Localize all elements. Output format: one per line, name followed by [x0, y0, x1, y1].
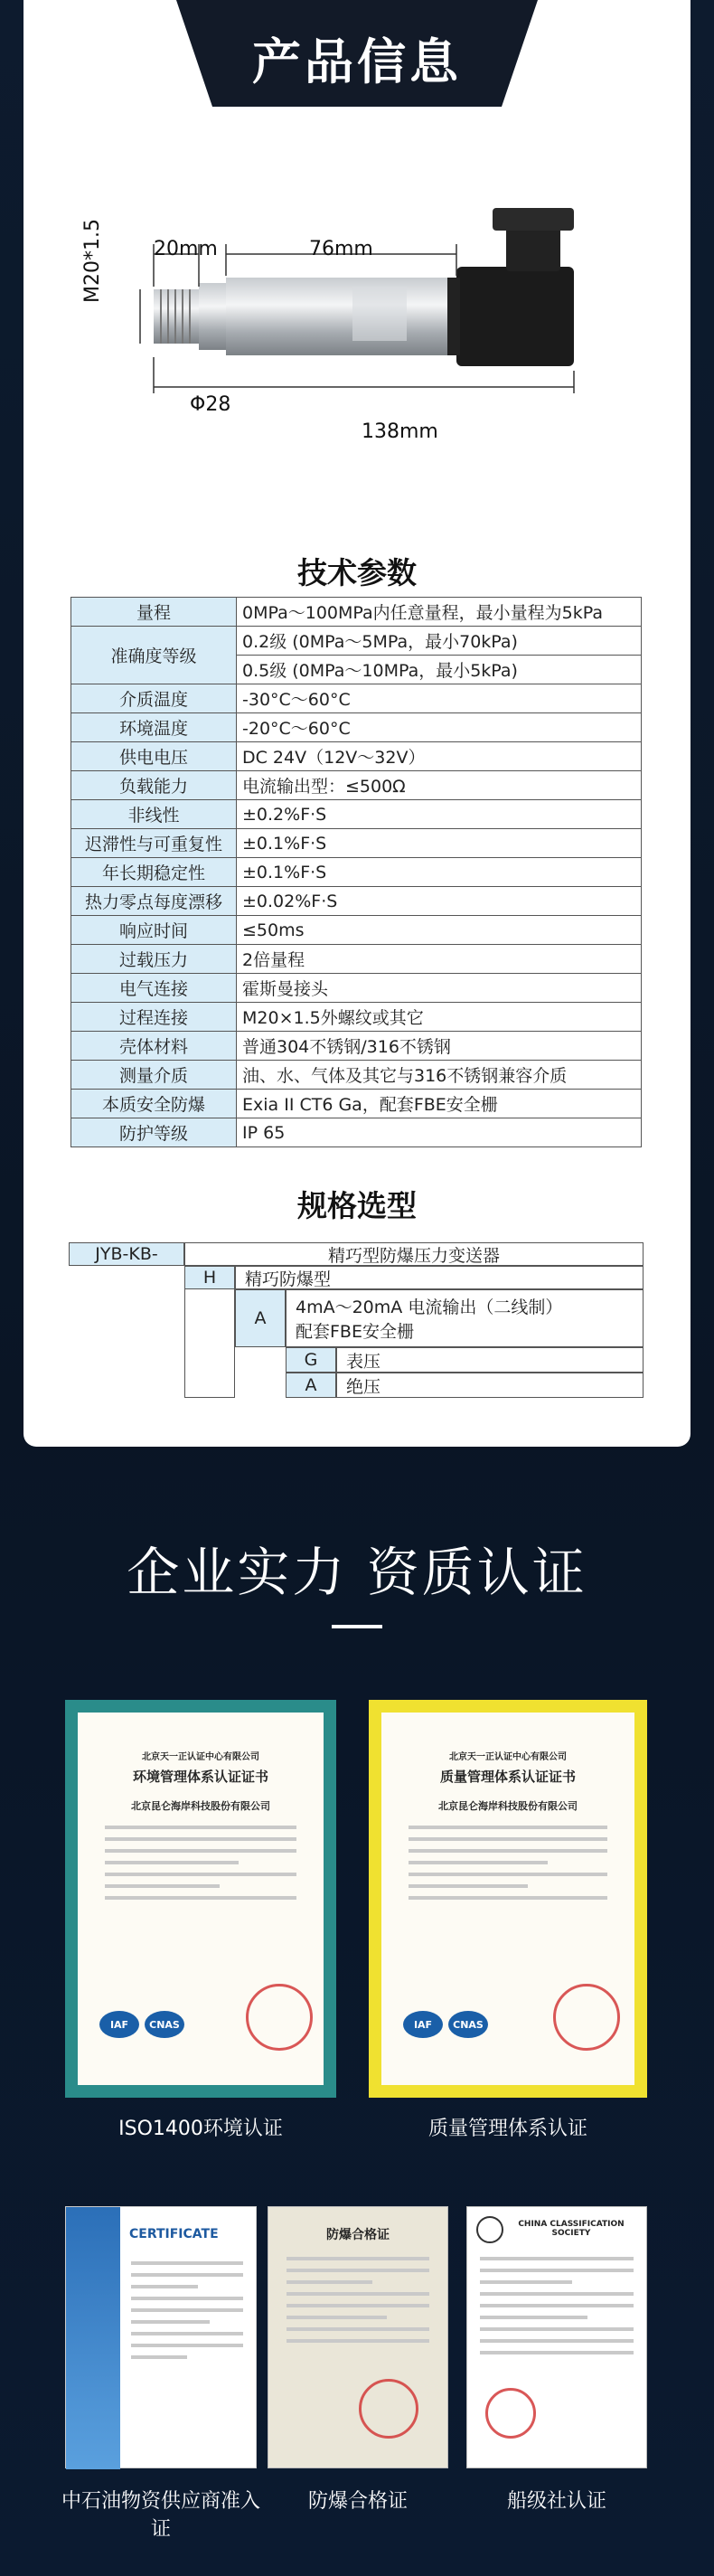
spec-key: 响应时间: [71, 916, 237, 945]
spec-title: 技术参数: [297, 555, 417, 590]
page-title: 产品信息: [252, 33, 462, 90]
spec-row: [71, 1032, 642, 1061]
a-description-line2: 配套FBE安全栅: [296, 1322, 414, 1342]
spec-row: [71, 829, 642, 858]
spec-key: 供电电压: [71, 742, 237, 771]
spec-key: 环境温度: [71, 713, 237, 742]
dim-total-length: 138mm: [362, 420, 438, 443]
spec-value: -30°C～60°C: [237, 684, 642, 713]
cert-ccs: [466, 2206, 647, 2468]
cnas-logo: CNAS: [448, 2011, 488, 2038]
spec-key: 负载能力: [71, 771, 237, 800]
spec-key: 壳体材料: [71, 1032, 237, 1061]
spec-value: ≤50ms: [237, 916, 642, 945]
spec-row: [71, 1003, 642, 1032]
section-title-certifications: 企业实力 资质认证: [127, 1542, 587, 1603]
a-description: [286, 1289, 644, 1347]
h-description: 精巧防爆型: [235, 1266, 644, 1289]
spec-value: 0MPa～100MPa内任意量程，最小量程为5kPa: [237, 598, 642, 627]
spec-value: Exia II CT6 Ga，配套FBE安全栅: [237, 1090, 642, 1118]
cert-company: 北京昆仑海岸科技股份有限公司: [438, 1800, 578, 1812]
spec-table: [70, 597, 642, 1147]
cert-caption: 质量管理体系认证: [427, 2118, 587, 2140]
spec-row: [71, 598, 642, 627]
spec-row: [71, 771, 642, 800]
spec-key: 介质温度: [71, 684, 237, 713]
spec-row: [71, 945, 642, 974]
h-code: H: [184, 1266, 235, 1289]
spec-row: [71, 916, 642, 945]
model-code: JYB-KB-: [69, 1242, 184, 1266]
spec-row: [71, 713, 642, 742]
connector-housing: [456, 267, 574, 366]
iaf-logo: IAF: [99, 2011, 139, 2038]
cert-caption: ISO1400环境认证: [118, 2118, 283, 2140]
spec-key: 防护等级: [71, 1118, 237, 1147]
spec-value: M20×1.5外螺纹或其它: [237, 1003, 642, 1032]
spec-value: -20°C～60°C: [237, 713, 642, 742]
cert-caption: 中石油物资供应商准入证: [61, 2490, 260, 2541]
spec-key: 过载压力: [71, 945, 237, 974]
spec-key: 非线性: [71, 800, 237, 829]
spec-value: ±0.1%F·S: [237, 858, 642, 887]
spec-value: ±0.02%F·S: [237, 887, 642, 916]
dim-thread-spec: M20*1.5: [81, 219, 104, 303]
spec-key: 热力零点每度漂移: [71, 887, 237, 916]
dim-body-length: 76mm: [309, 238, 373, 260]
spec-row: [71, 684, 642, 713]
dim-diameter: Φ28: [190, 393, 231, 416]
a2-code: A: [286, 1373, 336, 1398]
cert-title: CHINA CLASSIFICATION SOCIETY: [518, 2220, 625, 2238]
product-drawing: [136, 203, 606, 420]
spec-value: 油、水、气体及其它与316不锈钢兼容介质: [237, 1061, 642, 1090]
sensor-body: [226, 278, 456, 355]
spec-value: ±0.1%F·S: [237, 829, 642, 858]
spec-row: [71, 974, 642, 1003]
cert-title: 质量管理体系认证证书: [439, 1769, 576, 1785]
cert-org: 北京天一正认证中心有限公司: [142, 1752, 259, 1762]
spec-value: ±0.2%F·S: [237, 800, 642, 829]
spec-value: 电流输出型：≤500Ω: [237, 771, 642, 800]
cnas-logo: CNAS: [145, 2011, 184, 2038]
spec-row: [71, 627, 642, 656]
dim-thread-length: 20mm: [154, 238, 218, 260]
a-description-line1: 4mA～20mA 电流输出（二线制）: [296, 1297, 563, 1317]
spec-row: [71, 887, 642, 916]
cert-title: CERTIFICATE: [129, 2227, 219, 2241]
spec-value: DC 24V（12V～32V）: [237, 742, 642, 771]
spec-row: [71, 858, 642, 887]
cert-title: 环境管理体系认证证书: [132, 1769, 268, 1785]
spec-key: 准确度等级: [71, 627, 237, 684]
cert-explosion-proof: [268, 2206, 448, 2468]
spec-row: [71, 1061, 642, 1090]
spec-value: 霍斯曼接头: [237, 974, 642, 1003]
section-divider: [332, 1625, 382, 1628]
spec-row: [71, 742, 642, 771]
spec-value: IP 65: [237, 1118, 642, 1147]
spec-key: 本质安全防爆: [71, 1090, 237, 1118]
spec-key: 过程连接: [71, 1003, 237, 1032]
cert-iso14001: [65, 1700, 336, 2098]
spec-key: 电气连接: [71, 974, 237, 1003]
cert-org: 北京天一正认证中心有限公司: [449, 1752, 567, 1762]
cert-caption: 船级社认证: [506, 2490, 606, 2513]
model-description: 精巧型防爆压力变送器: [184, 1242, 644, 1266]
selection-title: 规格选型: [297, 1188, 417, 1223]
cert-caption: 防爆合格证: [307, 2490, 408, 2513]
spec-row: [71, 800, 642, 829]
a2-description: 绝压: [336, 1373, 644, 1398]
red-seal: [485, 2388, 536, 2439]
g-code: G: [286, 1347, 336, 1373]
spec-row: [71, 1118, 642, 1147]
cert-quality: [369, 1700, 647, 2098]
spec-row: [71, 1090, 642, 1118]
spec-value: 普通304不锈钢/316不锈钢: [237, 1032, 642, 1061]
red-seal: [359, 2379, 418, 2439]
spec-key: 量程: [71, 598, 237, 627]
spec-key: 测量介质: [71, 1061, 237, 1090]
spec-value: 2倍量程: [237, 945, 642, 974]
selection-table: [69, 1242, 644, 1398]
red-seal: [246, 1984, 313, 2051]
spec-value: 0.5级 (0MPa～10MPa，最小5kPa): [237, 656, 642, 684]
g-description: 表压: [336, 1347, 644, 1373]
iaf-logo: IAF: [403, 2011, 443, 2038]
cert-company: 北京昆仑海岸科技股份有限公司: [131, 1800, 270, 1812]
spec-key: 年长期稳定性: [71, 858, 237, 887]
spec-key: 迟滞性与可重复性: [71, 829, 237, 858]
cert-title: 防爆合格证: [326, 2228, 390, 2242]
a-code: A: [235, 1289, 286, 1347]
cert-petrochina: [65, 2206, 257, 2468]
red-seal: [553, 1984, 620, 2051]
spec-value: 0.2级 (0MPa～5MPa，最小70kPa): [237, 627, 642, 656]
